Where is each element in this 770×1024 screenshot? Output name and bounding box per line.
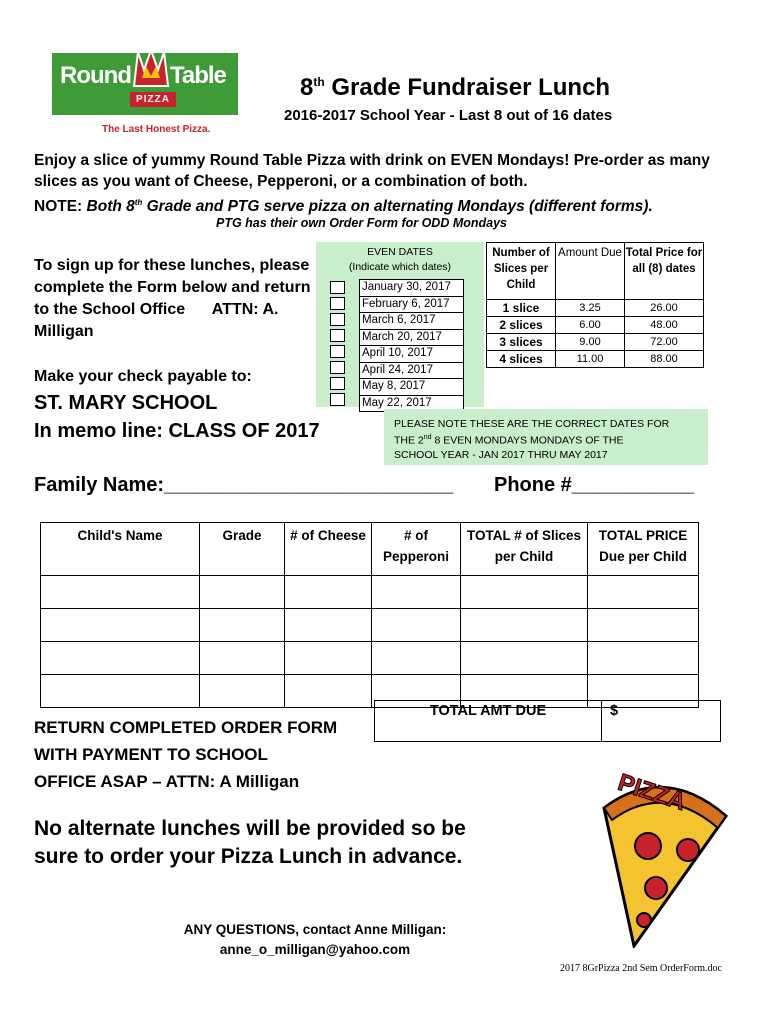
cell-input[interactable]: [41, 576, 200, 609]
note-text: Both 8th Grade and PTG serve pizza on alternating Mondays (different forms).: [86, 198, 653, 216]
cell-input[interactable]: [372, 642, 461, 675]
payee-block: [34, 389, 320, 445]
price-row: 2 slices 6.00 48.00: [487, 317, 704, 334]
price-header-total: Total Price for all (8) dates: [625, 243, 704, 300]
date-checkbox[interactable]: [330, 361, 345, 374]
intro-text: Enjoy a slice of yummy Round Table Pizza with drink on EVEN Mondays! Pre-order as many slices as you want of Cheese, Pepperoni, or a combination of both.: [34, 152, 710, 190]
cell-input[interactable]: [41, 675, 200, 708]
intro-paragraph: [34, 150, 754, 217]
logo-pizza-banner: PIZZA: [130, 92, 176, 107]
date-item: May 8, 2017: [360, 379, 463, 396]
col-cheese: # of Cheese: [285, 523, 372, 576]
check-payable-label: Make your check payable to:: [34, 368, 252, 385]
cell-input[interactable]: [285, 642, 372, 675]
signup-instructions: To sign up for these lunches, please complete the Form below and return to the School Office ATTN: A. Milligan: [34, 257, 311, 340]
attn-label: ATTN: A. Milligan: [34, 301, 279, 340]
logo-crown-icon: [132, 48, 170, 88]
col-childs-name: Child's Name: [41, 523, 200, 576]
return-instructions: RETURN COMPLETED ORDER FORM WITH PAYMENT TO SCHOOL OFFICE ASAP – ATTN: A Milligan: [34, 718, 338, 791]
contact-info: [0, 920, 630, 960]
cell-input[interactable]: [200, 675, 285, 708]
contact-email: anne_o_milligan@yahoo.com: [219, 942, 411, 957]
cell-input[interactable]: [41, 642, 200, 675]
cell-input[interactable]: [285, 609, 372, 642]
note-label: NOTE:: [34, 198, 83, 216]
date-checkbox[interactable]: [330, 393, 345, 406]
cell-input[interactable]: [285, 576, 372, 609]
cell-input[interactable]: [41, 609, 200, 642]
date-checkbox[interactable]: [330, 281, 345, 294]
family-name-field[interactable]: Family Name:__________________________: [34, 474, 454, 496]
order-row: [41, 609, 699, 642]
footer-filename: 2017 8GrPizza 2nd Sem OrderForm.doc: [560, 963, 722, 974]
total-amount-label: TOTAL AMT DUE: [375, 701, 602, 742]
cell-input[interactable]: [372, 609, 461, 642]
total-amount-field[interactable]: $: [602, 701, 721, 742]
date-checkbox[interactable]: [330, 313, 345, 326]
price-row: 4 slices 11.00 88.00: [487, 351, 704, 368]
no-alternate-notice: No alternate lunches will be provided so be sure to order your Pizza Lunch in advance.: [34, 817, 466, 868]
date-item: May 22, 2017: [362, 396, 432, 409]
cell-input[interactable]: [461, 642, 588, 675]
cell-input[interactable]: [200, 609, 285, 642]
cell-input[interactable]: [372, 576, 461, 609]
date-item: January 30, 2017: [360, 280, 463, 297]
cell-input[interactable]: [588, 642, 699, 675]
date-checkbox[interactable]: [330, 297, 345, 310]
date-item: February 6, 2017: [360, 297, 463, 314]
date-item: March 6, 2017: [360, 313, 463, 330]
dates-correction-note: PLEASE NOTE THESE ARE THE CORRECT DATES FOR THE 2nd 8 EVEN MONDAYS MONDAYS OF THE SCHOOL YEAR - JAN 2017 THRU MAY 2017: [384, 409, 708, 465]
order-row: [41, 642, 699, 675]
price-header-amount: Amount Due: [556, 243, 625, 300]
dates-header: EVEN DATES (Indicate which dates): [348, 246, 452, 273]
cell-input[interactable]: [200, 576, 285, 609]
contact-line: ANY QUESTIONS, contact Anne Milligan:: [183, 922, 447, 937]
price-row: 3 slices 9.00 72.00: [487, 334, 704, 351]
page-subtitle: 2016-2017 School Year - Last 8 out of 16 dates: [284, 107, 613, 124]
logo-tagline: The Last Honest Pizza.: [102, 124, 211, 135]
date-item: April 24, 2017: [360, 363, 463, 380]
cell-input[interactable]: [285, 675, 372, 708]
logo-word-table: Table: [170, 62, 226, 89]
order-table: [40, 522, 699, 708]
pizza-slice-label: PIZZA: [614, 768, 689, 817]
memo-line: In memo line: CLASS OF 2017: [34, 420, 320, 442]
date-item: April 10, 2017: [360, 346, 463, 363]
date-checkbox[interactable]: [330, 345, 345, 358]
cell-input[interactable]: [588, 609, 699, 642]
col-total-price: TOTAL PRICE Due per Child: [588, 523, 699, 576]
ptg-note: PTG has their own Order Form for ODD Mondays: [216, 216, 508, 230]
cell-input[interactable]: [461, 576, 588, 609]
date-checkbox[interactable]: [330, 377, 345, 390]
col-grade: Grade: [200, 523, 285, 576]
total-amount-table: [374, 700, 721, 742]
phone-field[interactable]: Phone #___________: [494, 474, 695, 496]
cell-input[interactable]: [200, 642, 285, 675]
school-name: ST. MARY SCHOOL: [34, 392, 218, 414]
dates-list: [359, 279, 464, 412]
col-total-slices: TOTAL # of Slices per Child: [461, 523, 588, 576]
price-table: [486, 242, 704, 368]
page-title: 8th Grade Fundraiser Lunch: [300, 74, 611, 101]
price-row: 1 slice 3.25 26.00: [487, 300, 704, 317]
date-item: March 20, 2017: [360, 330, 463, 347]
price-header-slices: Number of Slices per Child: [487, 243, 556, 300]
round-table-logo: [52, 48, 242, 140]
cell-input[interactable]: [588, 576, 699, 609]
cell-input[interactable]: [461, 609, 588, 642]
date-checkbox[interactable]: [330, 329, 345, 342]
col-pepperoni: # of Pepperoni: [372, 523, 461, 576]
order-row: [41, 576, 699, 609]
logo-word-round: Round: [60, 62, 131, 89]
